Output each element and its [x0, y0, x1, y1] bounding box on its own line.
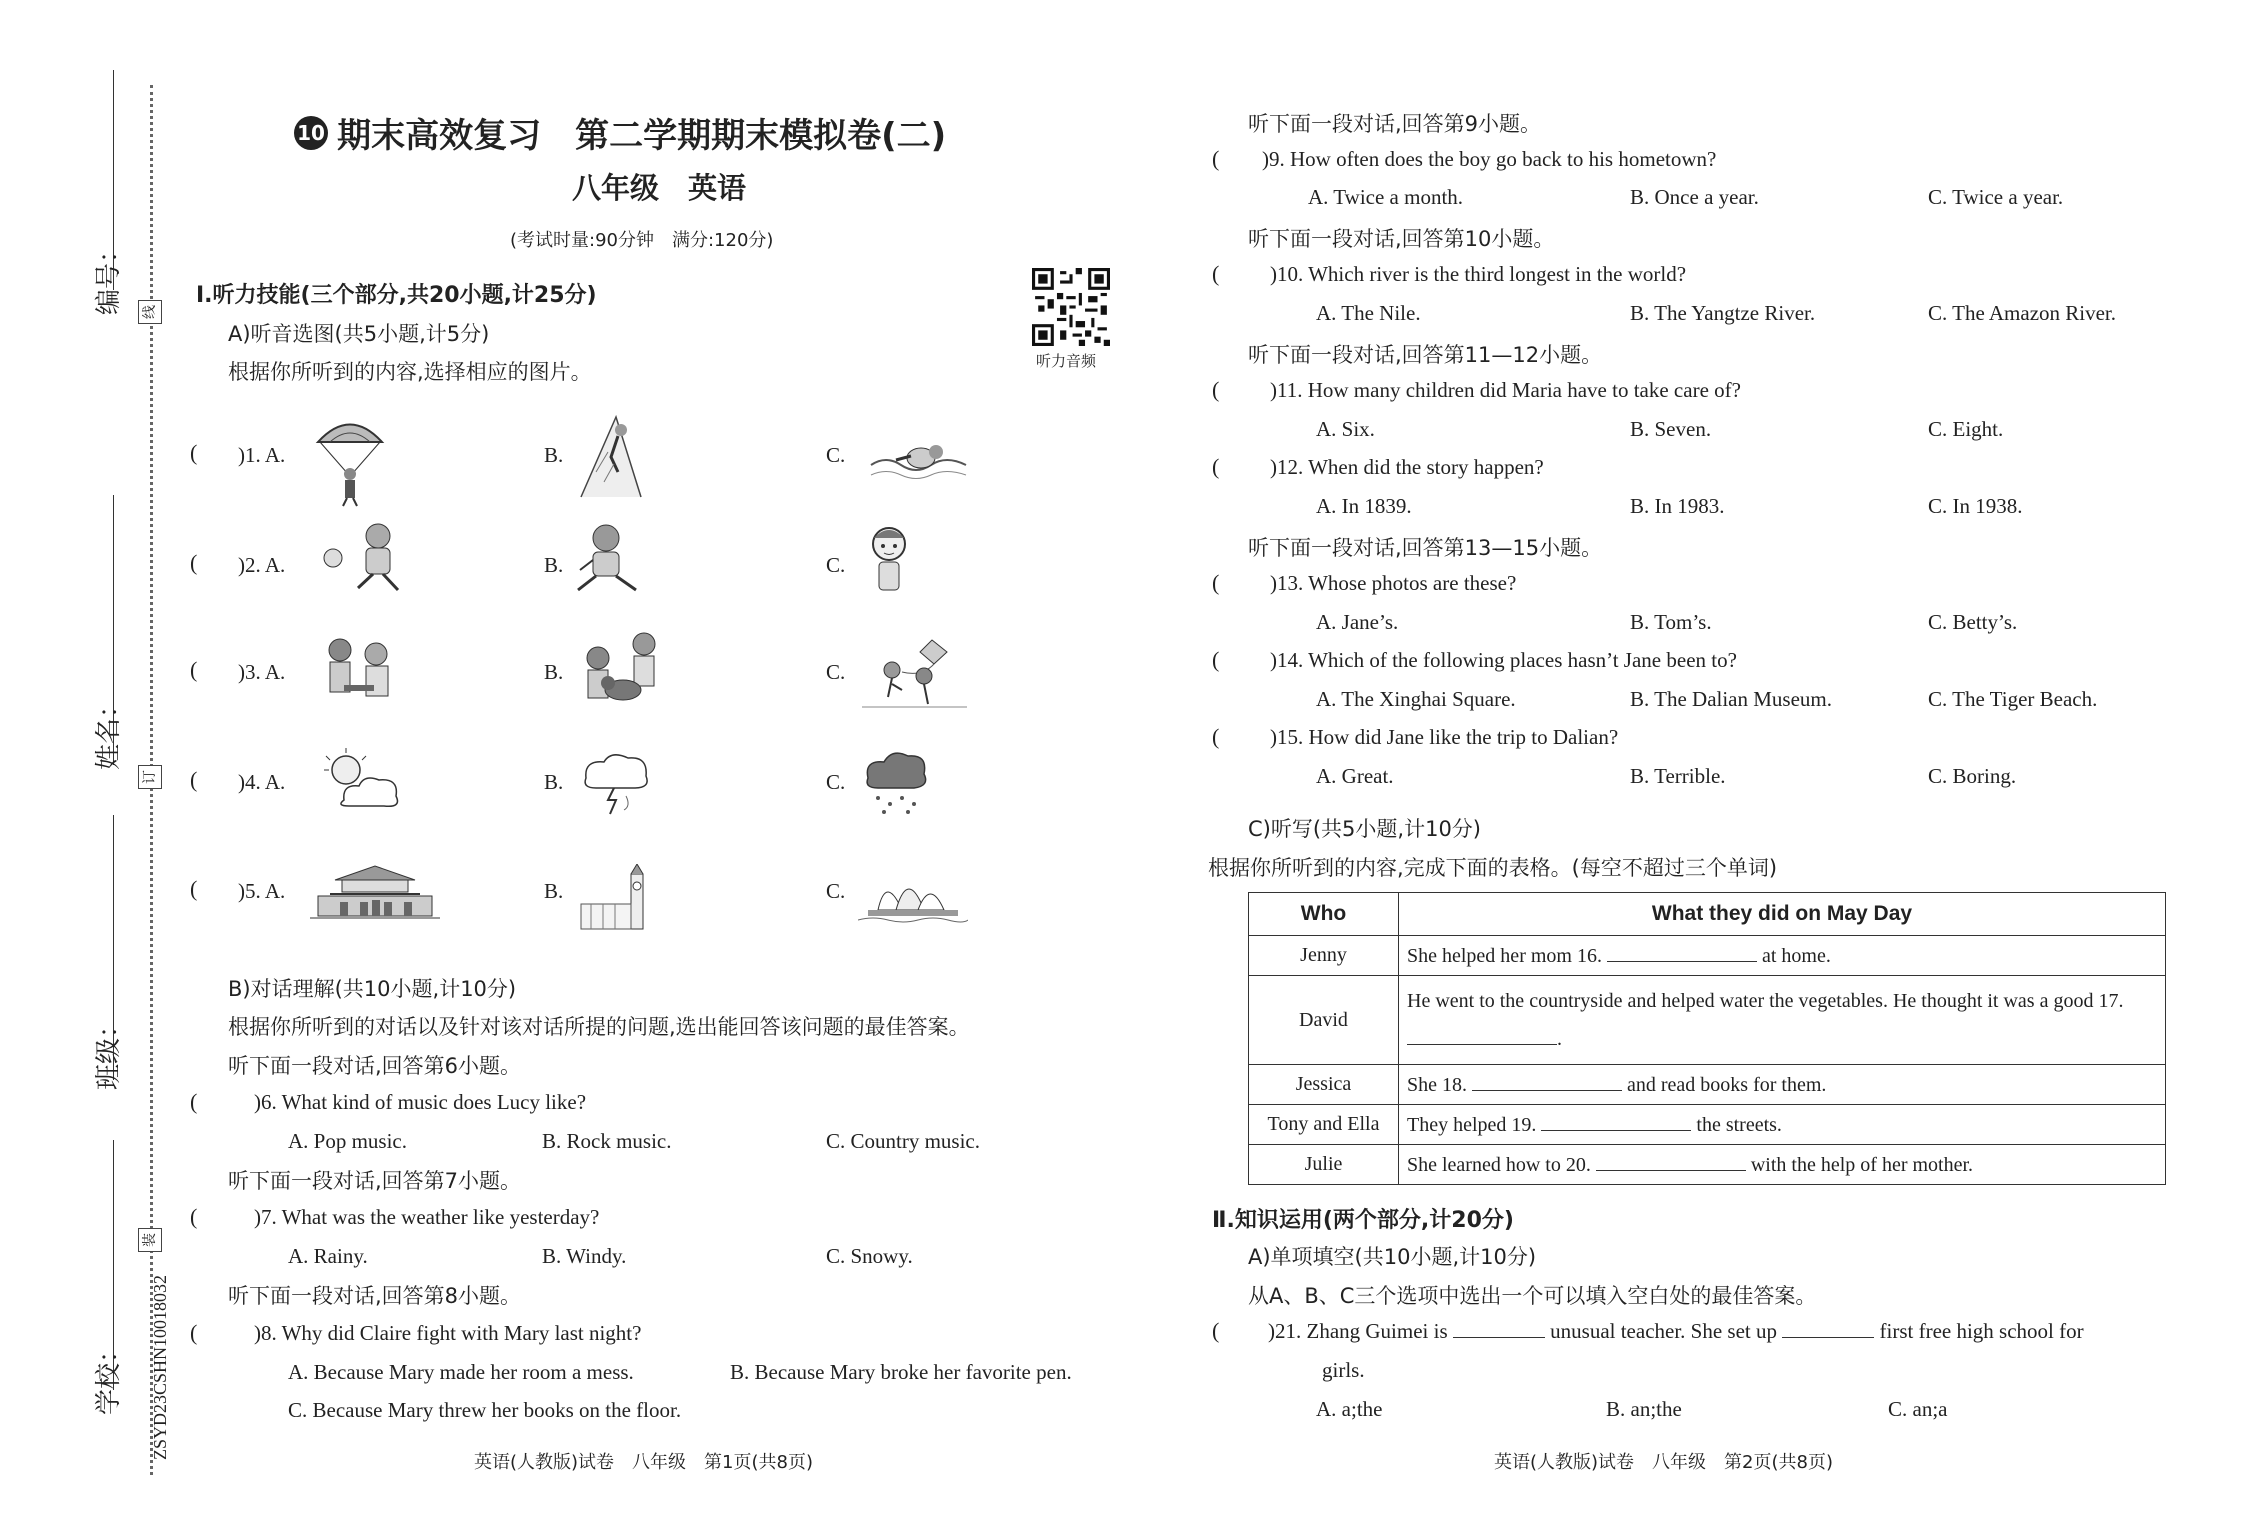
cell-who: Jessica [1249, 1065, 1399, 1105]
tiananmen-icon [310, 862, 440, 922]
question-9: )9. How often does the boy go back to his hometown? [1262, 147, 1717, 171]
cell-what [1399, 1105, 2166, 1145]
picture-q-num: )3. A. [238, 660, 286, 684]
question-7: )7. What was the weather like yesterday? [254, 1205, 600, 1229]
question-8: )8. Why did Claire fight with Mary last night? [254, 1321, 642, 1345]
cell-text: the streets. [1696, 1114, 1782, 1136]
option-b: B. Seven. [1630, 417, 1712, 441]
dialog-intro: 听下面一段对话,回答第11—12小题。 [1248, 343, 1603, 367]
dialog-intro: 听下面一段对话,回答第7小题。 [228, 1169, 522, 1193]
cell-text: and read books for them. [1627, 1074, 1827, 1096]
option-b: B. Windy. [542, 1244, 627, 1268]
paper-code: ZSYD23CSHN10018032 [150, 1274, 170, 1460]
subtitle: 八年级 英语 [572, 171, 747, 205]
label-number: 编号： [94, 236, 124, 315]
option-a: A. Great. [1316, 764, 1394, 788]
table-row [1249, 1065, 2166, 1105]
rain-cloud-icon [860, 748, 930, 818]
section2-partA: A)单项填空(共10小题,计10分) [1248, 1245, 1537, 1269]
answer-paren[interactable]: ( [1212, 647, 1220, 672]
option-a: A. Because Mary made her room a mess. [288, 1360, 634, 1384]
header-title-row [294, 108, 946, 157]
header-what: What they did on May Day [1399, 893, 2166, 936]
cell-who: Jenny [1249, 936, 1399, 976]
q21-text: first free high school for [1879, 1319, 2084, 1343]
swimmer-icon [866, 430, 971, 490]
cell-what [1399, 936, 2166, 976]
q21-text: unusual teacher. She set up [1550, 1319, 1777, 1343]
option-b: B. Once a year. [1630, 185, 1759, 209]
answer-paren[interactable]: ( [1212, 261, 1220, 286]
footer-right: 英语(人教版)试卷 八年级 第2页(共8页) [1494, 1452, 1833, 1473]
option-c: C. an;a [1888, 1397, 1948, 1421]
storm-cloud-icon [576, 748, 656, 818]
kid-sitting-icon [568, 520, 643, 600]
picture-q-num: )2. A. [238, 553, 286, 577]
blank-21b[interactable] [1782, 1319, 1874, 1338]
table-row [1249, 1105, 2166, 1145]
option-c: C. Twice a year. [1928, 185, 2064, 209]
qr-caption: 听力音频 [1036, 352, 1097, 370]
question-11: )11. How many children did Maria have to take care of? [1270, 378, 1741, 402]
qr-code-icon[interactable] [1032, 268, 1110, 346]
option-c-label: C. [826, 553, 846, 577]
option-b: B. In 1983. [1630, 494, 1725, 518]
option-c-label: C. [826, 879, 846, 903]
table-row [1249, 936, 2166, 976]
option-c: C. Betty’s. [1928, 610, 2018, 634]
option-b: B. The Yangtze River. [1630, 301, 1816, 325]
option-b: B. Terrible. [1630, 764, 1726, 788]
cell-text: at home. [1761, 945, 1831, 967]
picture-q-num: )5. A. [238, 879, 286, 903]
option-c: C. The Amazon River. [1928, 301, 2117, 325]
cell-text: She 18. [1407, 1074, 1467, 1096]
question-12: )12. When did the story happen? [1270, 455, 1544, 479]
option-c: C. Snowy. [826, 1244, 913, 1268]
partB-instruction: 根据你所听到的对话以及针对该对话所提的问题,选出能回答该问题的最佳答案。 [228, 1015, 970, 1039]
label-class: 班级： [94, 1011, 124, 1090]
cell-text: . [1557, 1028, 1562, 1050]
blank-16[interactable] [1607, 943, 1757, 962]
partA-instruction: 根据你所听到的内容,选择相应的图片。 [228, 360, 592, 384]
exam-info: (考试时量:90分钟 满分:120分) [510, 230, 774, 251]
question-14: )14. Which of the following places hasn’t Jane been to? [1270, 648, 1737, 672]
blank-19[interactable] [1541, 1112, 1691, 1131]
cell-text: He went to the countryside and helped water the vegetables. He thought it was a good 17. [1407, 990, 2124, 1012]
answer-paren[interactable]: ( [190, 1320, 198, 1345]
opera-house-icon [858, 864, 968, 924]
answer-paren[interactable]: ( [1212, 454, 1220, 479]
option-a: A. The Xinghai Square. [1316, 687, 1516, 711]
question-6: )6. What kind of music does Lucy like? [254, 1090, 587, 1114]
picture-q-num: )4. A. [238, 770, 286, 794]
header-who: Who [1249, 893, 1399, 936]
climber-icon [576, 412, 646, 502]
kid-ball-icon [318, 518, 408, 598]
page-title: 期末高效复习 第二学期期末模拟卷(二) [337, 116, 947, 156]
answer-paren[interactable]: ( [1212, 1318, 1220, 1343]
option-c: C. Country music. [826, 1129, 981, 1153]
option-c: C. In 1938. [1928, 494, 2023, 518]
label-school: 学校： [94, 1336, 124, 1415]
sun-cloud-icon [314, 748, 404, 813]
partC-instruction: 根据你所听到的内容,完成下面的表格。(每空不超过三个单词) [1208, 856, 1778, 880]
dialog-intro: 听下面一段对话,回答第9小题。 [1248, 112, 1542, 136]
answer-paren[interactable]: ( [190, 876, 198, 901]
option-a: A. Six. [1316, 417, 1375, 441]
parachute-icon [310, 412, 390, 507]
answer-paren[interactable]: ( [190, 1089, 198, 1114]
option-b-label: B. [544, 770, 564, 794]
answer-paren[interactable]: ( [1212, 724, 1220, 749]
answer-paren[interactable]: ( [190, 657, 198, 682]
option-c: C. Because Mary threw her books on the floor. [288, 1398, 682, 1422]
question-10: )10. Which river is the third longest in the world? [1270, 262, 1687, 286]
cell-text: She learned how to 20. [1407, 1154, 1591, 1176]
kids-kite-icon [862, 632, 967, 712]
question-15: )15. How did Jane like the trip to Dalian? [1270, 725, 1619, 749]
cell-text: with the help of her mother. [1750, 1154, 1974, 1176]
option-b-label: B. [544, 443, 564, 467]
cell-text: She helped her mom 16. [1407, 945, 1602, 967]
cell-what [1399, 1065, 2166, 1105]
option-a: A. Jane’s. [1316, 610, 1399, 634]
q21-text: )21. Zhang Guimei is [1268, 1319, 1448, 1343]
dialog-intro: 听下面一段对话,回答第6小题。 [228, 1054, 522, 1078]
cell-who: Julie [1249, 1145, 1399, 1185]
question-21 [1268, 1319, 2084, 1344]
kids-dog-icon [578, 628, 668, 713]
option-b: B. Rock music. [542, 1129, 672, 1153]
option-c: C. Eight. [1928, 417, 2004, 441]
answer-paren[interactable]: ( [1212, 570, 1220, 595]
option-c-label: C. [826, 770, 846, 794]
option-b-label: B. [544, 553, 564, 577]
table-row [1249, 976, 2166, 1065]
option-a: A. Twice a month. [1308, 185, 1464, 209]
big-ben-icon [576, 864, 666, 934]
badge-number-icon: 10 [294, 116, 328, 150]
option-b: B. The Dalian Museum. [1630, 687, 1833, 711]
option-a: A. a;the [1316, 1397, 1383, 1421]
answer-paren[interactable]: ( [190, 550, 198, 575]
section2-heading: Ⅱ.知识运用(两个部分,计20分) [1212, 1208, 1514, 1233]
partA-title: A)听音选图(共5小题,计5分) [228, 322, 490, 346]
footer-left: 英语(人教版)试卷 八年级 第1页(共8页) [474, 1452, 813, 1473]
dialog-intro: 听下面一段对话,回答第8小题。 [228, 1284, 522, 1308]
table-row [1249, 1145, 2166, 1185]
may-day-table [1248, 892, 2166, 1185]
option-b-label: B. [544, 660, 564, 684]
blank-20[interactable] [1596, 1152, 1746, 1171]
option-a: A. Pop music. [288, 1129, 408, 1153]
option-b: B. Because Mary broke her favorite pen. [730, 1360, 1072, 1384]
table-header-row [1249, 893, 2166, 936]
dialog-intro: 听下面一段对话,回答第10小题。 [1248, 227, 1555, 251]
label-name: 姓名： [94, 691, 124, 770]
answer-paren[interactable]: ( [190, 767, 198, 792]
cell-what [1399, 1145, 2166, 1185]
dialog-intro: 听下面一段对话,回答第13—15小题。 [1248, 536, 1603, 560]
option-a: A. The Nile. [1316, 301, 1421, 325]
partC-title: C)听写(共5小题,计10分) [1248, 817, 1481, 841]
option-c-label: C. [826, 660, 846, 684]
cell-who: Tony and Ella [1249, 1105, 1399, 1145]
section1-heading: Ⅰ.听力技能(三个部分,共20小题,计25分) [196, 283, 597, 308]
option-a: A. Rainy. [288, 1244, 368, 1268]
answer-paren[interactable]: ( [1212, 146, 1220, 171]
picture-q-num: )1. A. [238, 443, 286, 467]
option-c: C. The Tiger Beach. [1928, 687, 2098, 711]
cell-text: They helped 19. [1407, 1114, 1537, 1136]
cell-who: David [1249, 976, 1399, 1065]
answer-paren[interactable]: ( [1212, 377, 1220, 402]
section2-instruction: 从A、B、C三个选项中选出一个可以填入空白处的最佳答案。 [1248, 1284, 1817, 1308]
blank-18[interactable] [1472, 1072, 1622, 1091]
blank-17[interactable] [1407, 1026, 1557, 1045]
cut-mark-fold: 装 [138, 1228, 162, 1252]
cut-mark-line: 线 [138, 300, 162, 324]
cell-what [1399, 976, 2166, 1065]
answer-paren[interactable]: ( [190, 440, 198, 465]
cut-mark-bind: 订 [138, 765, 162, 789]
option-b: B. an;the [1606, 1397, 1682, 1421]
blank-21a[interactable] [1453, 1319, 1545, 1338]
option-a: A. In 1839. [1316, 494, 1412, 518]
kid-head-icon [864, 522, 914, 597]
kids-eating-icon [318, 630, 398, 710]
option-c: C. Boring. [1928, 764, 2017, 788]
option-c-label: C. [826, 443, 846, 467]
option-b: B. Tom’s. [1630, 610, 1712, 634]
question-13: )13. Whose photos are these? [1270, 571, 1517, 595]
partB-title: B)对话理解(共10小题,计10分) [228, 977, 517, 1001]
option-b-label: B. [544, 879, 564, 903]
answer-paren[interactable]: ( [190, 1204, 198, 1229]
q21-continuation: girls. [1322, 1358, 1365, 1382]
